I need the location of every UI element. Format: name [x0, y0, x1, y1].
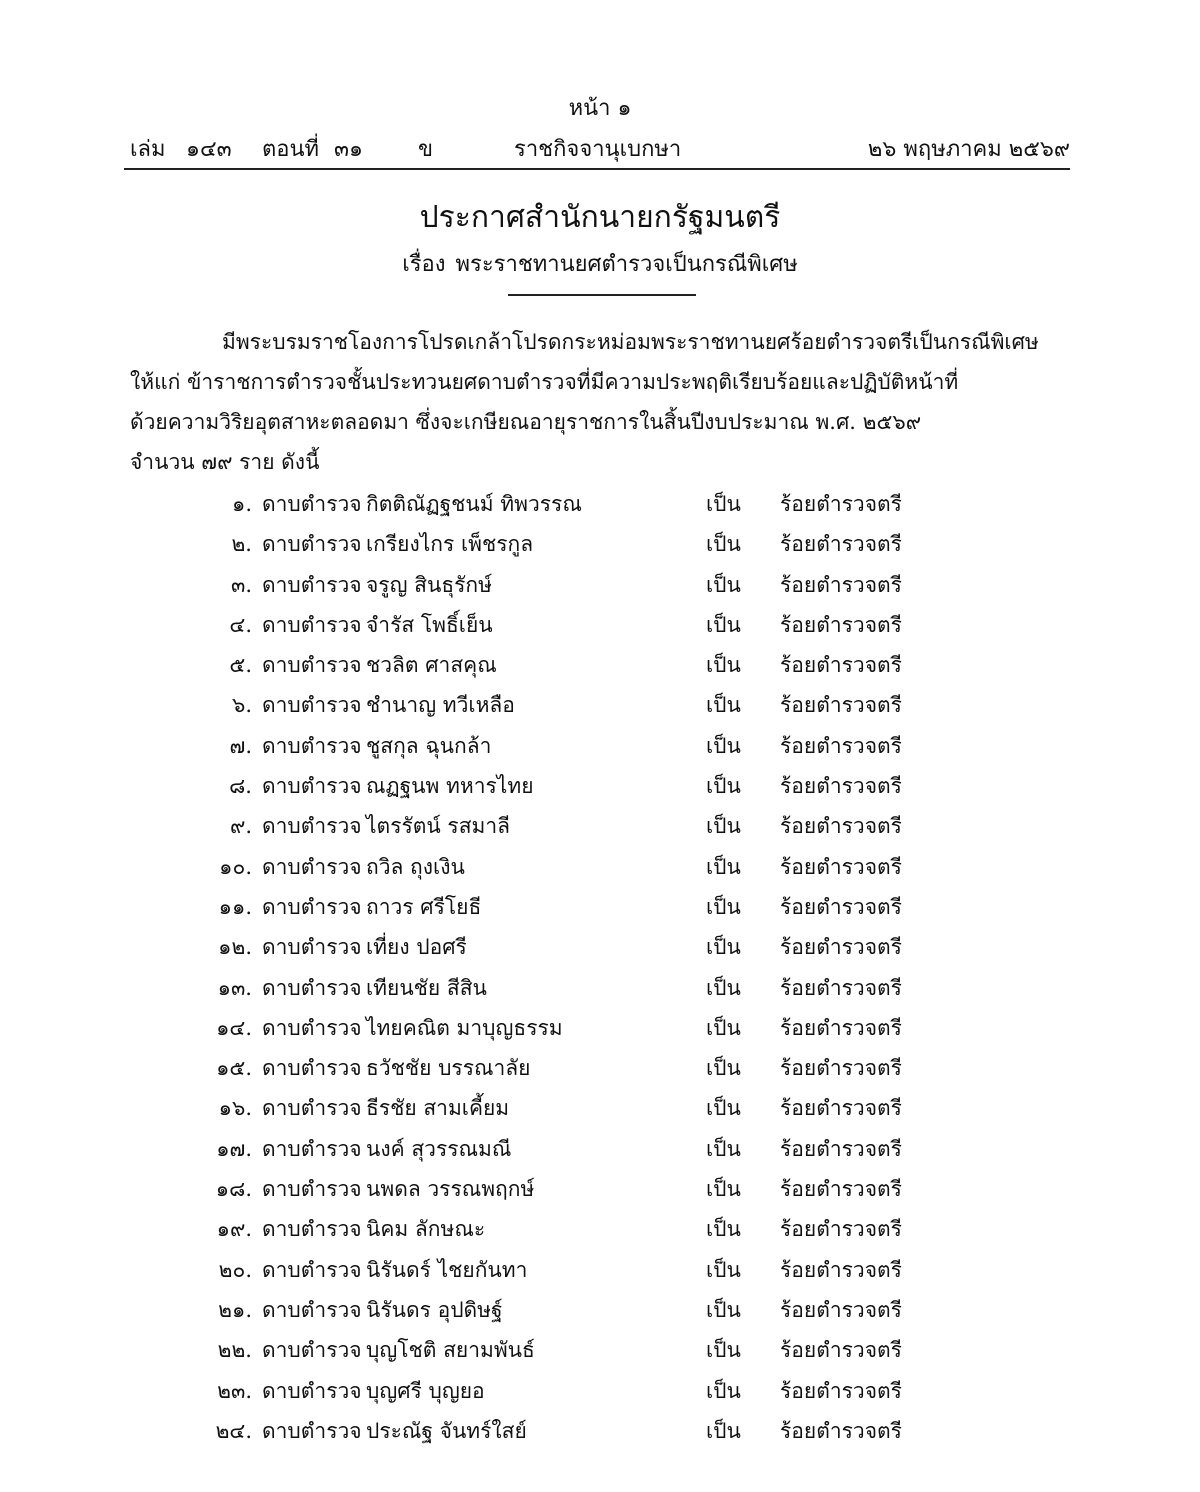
item-as-word: เป็น: [706, 1257, 741, 1282]
item-number: ๑๘.: [215, 1177, 252, 1202]
item-as-word: เป็น: [706, 1217, 741, 1242]
item-number: ๙.: [229, 814, 252, 839]
item-current-rank: ดาบตำรวจ: [262, 1257, 362, 1282]
item-new-rank: ร้อยตำรวจตรี: [780, 814, 902, 839]
item-current-rank: ดาบตำรวจ: [262, 1096, 362, 1121]
item-as-word: เป็น: [706, 935, 741, 960]
subject-label: เรื่อง: [402, 252, 446, 277]
item-number: ๗.: [229, 733, 252, 758]
item-number: ๔.: [229, 612, 252, 637]
document-subject: [0, 248, 1200, 282]
list-item: [0, 645, 1200, 685]
item-new-rank: ร้อยตำรวจตรี: [780, 1418, 902, 1443]
item-name: เทียนชัย สีสิน: [366, 975, 487, 1000]
item-name: ประณัฐ จันทร์ใสย์: [366, 1418, 527, 1443]
item-number: ๒.: [231, 532, 252, 557]
volume-number: ๑๔๓: [186, 137, 232, 162]
item-current-rank: ดาบตำรวจ: [262, 814, 362, 839]
item-current-rank: ดาบตำรวจ: [262, 492, 362, 516]
item-current-rank: ดาบตำรวจ: [262, 1217, 362, 1242]
item-new-rank: ร้อยตำรวจตรี: [780, 612, 902, 637]
item-name: กิตติณัฏฐชนม์ ทิพวรรณ: [366, 492, 582, 516]
item-new-rank: ร้อยตำรวจตรี: [780, 1177, 902, 1202]
item-name: บุญศรี บุญยอ: [366, 1378, 485, 1403]
item-current-rank: ดาบตำรวจ: [262, 1378, 362, 1403]
item-number: ๑๑.: [218, 894, 252, 919]
publication-date: ๒๖ พฤษภาคม ๒๕๖๙: [867, 137, 1070, 162]
item-name: เที่ยง ปอศรี: [366, 935, 467, 960]
item-current-rank: ดาบตำรวจ: [262, 1338, 362, 1363]
item-name: นงค์ สุวรรณมณี: [366, 1136, 512, 1161]
item-name: จรูญ สินธุรักษ์: [366, 572, 492, 597]
list-item: [0, 887, 1200, 927]
item-current-rank: ดาบตำรวจ: [262, 774, 362, 799]
item-number: ๕.: [229, 653, 252, 678]
item-number: ๑๙.: [216, 1217, 252, 1242]
item-as-word: เป็น: [706, 854, 741, 879]
item-as-word: เป็น: [706, 1136, 741, 1161]
item-as-word: เป็น: [706, 733, 741, 758]
item-name: ไทยคณิต มาบุญธรรม: [366, 1015, 563, 1040]
intro-paragraph: [130, 322, 1062, 482]
item-name: ไตรรัตน์ รสมาลี: [366, 814, 511, 839]
item-current-rank: ดาบตำรวจ: [262, 1177, 362, 1202]
item-current-rank: ดาบตำรวจ: [262, 854, 362, 879]
item-name: ถวิล ถุงเงิน: [366, 854, 465, 879]
item-name: บุญโชติ สยามพันธ์: [366, 1338, 535, 1363]
item-as-word: เป็น: [706, 1096, 741, 1121]
list-item: [0, 847, 1200, 887]
intro-line: มีพระบรมราชโองการโปรดเกล้าโปรดกระหม่อมพระราชทานยศร้อยตำรวจตรีเป็นกรณีพิเศษ: [222, 330, 1039, 354]
issue-label: ตอนที่: [262, 137, 320, 162]
item-as-word: เป็น: [706, 492, 741, 516]
gazette-header: [126, 134, 1070, 166]
list-item: [0, 1371, 1200, 1411]
item-name: จำรัส โพธิ์เย็น: [366, 612, 493, 637]
item-current-rank: ดาบตำรวจ: [262, 532, 362, 557]
item-new-rank: ร้อยตำรวจตรี: [780, 894, 902, 919]
item-current-rank: ดาบตำรวจ: [262, 693, 362, 718]
list-item: [0, 605, 1200, 645]
issue-number: ๓๑: [334, 137, 364, 162]
list-item: [0, 685, 1200, 725]
item-current-rank: ดาบตำรวจ: [262, 894, 362, 919]
item-as-word: เป็น: [706, 1378, 741, 1403]
subject-text: พระราชทานยศตำรวจเป็นกรณีพิเศษ: [455, 252, 798, 277]
item-name: ธวัชชัย บรรณาลัย: [366, 1056, 531, 1081]
item-current-rank: ดาบตำรวจ: [262, 975, 362, 1000]
intro-line: ด้วยความวิริยอุตสาหะตลอดมา ซึ่งจะเกษียณอายุราชการในสิ้นปีงบประมาณ พ.ศ. ๒๕๖๙: [130, 410, 922, 434]
item-name: ชำนาญ ทวีเหลือ: [366, 693, 515, 718]
list-item: [0, 806, 1200, 846]
item-number: ๑๔.: [216, 1015, 252, 1040]
item-current-rank: ดาบตำรวจ: [262, 572, 362, 597]
item-name: ถาวร ศรีโยธี: [366, 894, 482, 919]
item-new-rank: ร้อยตำรวจตรี: [780, 532, 902, 557]
item-current-rank: ดาบตำรวจ: [262, 1056, 362, 1081]
header-divider: [124, 168, 1070, 170]
list-item: [0, 1250, 1200, 1290]
item-name: เกรียงไกร เพ็ชรกูล: [366, 532, 534, 557]
item-number: ๓.: [230, 572, 252, 597]
list-item: [0, 1088, 1200, 1128]
list-item: [0, 1008, 1200, 1048]
item-new-rank: ร้อยตำรวจตรี: [780, 935, 902, 960]
item-new-rank: ร้อยตำรวจตรี: [780, 774, 902, 799]
item-number: ๘.: [229, 774, 252, 799]
item-as-word: เป็น: [706, 814, 741, 839]
item-current-rank: ดาบตำรวจ: [262, 1136, 362, 1161]
item-number: ๒๐.: [218, 1257, 252, 1282]
item-new-rank: ร้อยตำรวจตรี: [780, 1378, 902, 1403]
item-as-word: เป็น: [706, 653, 741, 678]
item-name: ชวลิต ศาสคุณ: [366, 653, 497, 678]
item-new-rank: ร้อยตำรวจตรี: [780, 572, 902, 597]
item-name: นิรันดร อุปดิษฐ์: [366, 1297, 503, 1322]
promotion-list: [0, 484, 1200, 1451]
item-current-rank: ดาบตำรวจ: [262, 1297, 362, 1322]
item-number: ๑๓.: [217, 975, 252, 1000]
item-current-rank: ดาบตำรวจ: [262, 733, 362, 758]
volume-label: เล่ม: [130, 137, 166, 162]
item-name: นิคม ลักษณะ: [366, 1217, 486, 1242]
item-name: ธีรชัย สามเคี้ยม: [366, 1096, 510, 1121]
list-item: [0, 1411, 1200, 1451]
item-as-word: เป็น: [706, 1056, 741, 1081]
item-number: ๒๔.: [215, 1418, 252, 1443]
item-number: ๑๖.: [218, 1096, 252, 1121]
item-new-rank: ร้อยตำรวจตรี: [780, 653, 902, 678]
list-item: [0, 726, 1200, 766]
item-number: ๖.: [231, 693, 252, 718]
item-number: ๑๕.: [216, 1056, 252, 1081]
list-item: [0, 1209, 1200, 1249]
item-number: ๒๒.: [217, 1338, 252, 1363]
item-new-rank: ร้อยตำรวจตรี: [780, 693, 902, 718]
item-number: ๑๐.: [219, 854, 252, 879]
list-item: [0, 1129, 1200, 1169]
list-item: [0, 524, 1200, 564]
item-as-word: เป็น: [706, 1338, 741, 1363]
item-as-word: เป็น: [706, 612, 741, 637]
list-item: [0, 565, 1200, 605]
item-new-rank: ร้อยตำรวจตรี: [780, 733, 902, 758]
item-as-word: เป็น: [706, 975, 741, 1000]
item-as-word: เป็น: [706, 693, 741, 718]
item-number: ๑.: [231, 492, 252, 516]
document-title: ประกาศสำนักนายกรัฐมนตรี: [419, 200, 781, 235]
item-name: นพดล วรรณพฤกษ์: [366, 1177, 535, 1202]
list-item: [0, 1330, 1200, 1370]
item-name: ชูสกุล ฉุนกล้า: [366, 733, 492, 758]
item-as-word: เป็น: [706, 1297, 741, 1322]
list-item: [0, 927, 1200, 967]
item-as-word: เป็น: [706, 572, 741, 597]
item-new-rank: ร้อยตำรวจตรี: [780, 1217, 902, 1242]
item-as-word: เป็น: [706, 1015, 741, 1040]
gazette-name: ราชกิจจานุเบกษา: [514, 137, 682, 162]
list-item: [0, 1169, 1200, 1209]
item-as-word: เป็น: [706, 1418, 741, 1443]
item-number: ๑๗.: [216, 1136, 252, 1161]
item-current-rank: ดาบตำรวจ: [262, 1015, 362, 1040]
item-name: นิรันดร์ ไชยกันทา: [366, 1257, 528, 1282]
item-new-rank: ร้อยตำรวจตรี: [780, 854, 902, 879]
item-current-rank: ดาบตำรวจ: [262, 653, 362, 678]
section-letter: ข: [418, 137, 434, 162]
item-name: ณฏฐนพ ทหารไทย: [366, 774, 534, 799]
item-new-rank: ร้อยตำรวจตรี: [780, 1015, 902, 1040]
item-as-word: เป็น: [706, 774, 741, 799]
item-new-rank: ร้อยตำรวจตรี: [780, 1056, 902, 1081]
item-new-rank: ร้อยตำรวจตรี: [780, 1257, 902, 1282]
intro-line: ให้แก่ ข้าราชการตำรวจชั้นประทวนยศดาบตำรวจที่มีความประพฤติเรียบร้อยและปฏิบัติหน้าที่: [130, 370, 959, 394]
page-number: หน้า ๑: [568, 96, 632, 121]
title-divider: [508, 294, 696, 296]
item-number: ๒๑.: [218, 1297, 252, 1322]
intro-line: จำนวน ๗๙ ราย ดังนี้: [130, 450, 320, 474]
item-number: ๑๒.: [218, 935, 252, 960]
list-item: [0, 1290, 1200, 1330]
list-item: [0, 484, 1200, 524]
list-item: [0, 1048, 1200, 1088]
item-as-word: เป็น: [706, 532, 741, 557]
item-as-word: เป็น: [706, 1177, 741, 1202]
item-current-rank: ดาบตำรวจ: [262, 1418, 362, 1443]
item-new-rank: ร้อยตำรวจตรี: [780, 1096, 902, 1121]
item-new-rank: ร้อยตำรวจตรี: [780, 975, 902, 1000]
item-current-rank: ดาบตำรวจ: [262, 612, 362, 637]
item-number: ๒๓.: [217, 1378, 252, 1403]
item-new-rank: ร้อยตำรวจตรี: [780, 1136, 902, 1161]
item-new-rank: ร้อยตำรวจตรี: [780, 492, 902, 516]
item-current-rank: ดาบตำรวจ: [262, 935, 362, 960]
item-new-rank: ร้อยตำรวจตรี: [780, 1297, 902, 1322]
item-new-rank: ร้อยตำรวจตรี: [780, 1338, 902, 1363]
list-item: [0, 766, 1200, 806]
list-item: [0, 968, 1200, 1008]
item-as-word: เป็น: [706, 894, 741, 919]
